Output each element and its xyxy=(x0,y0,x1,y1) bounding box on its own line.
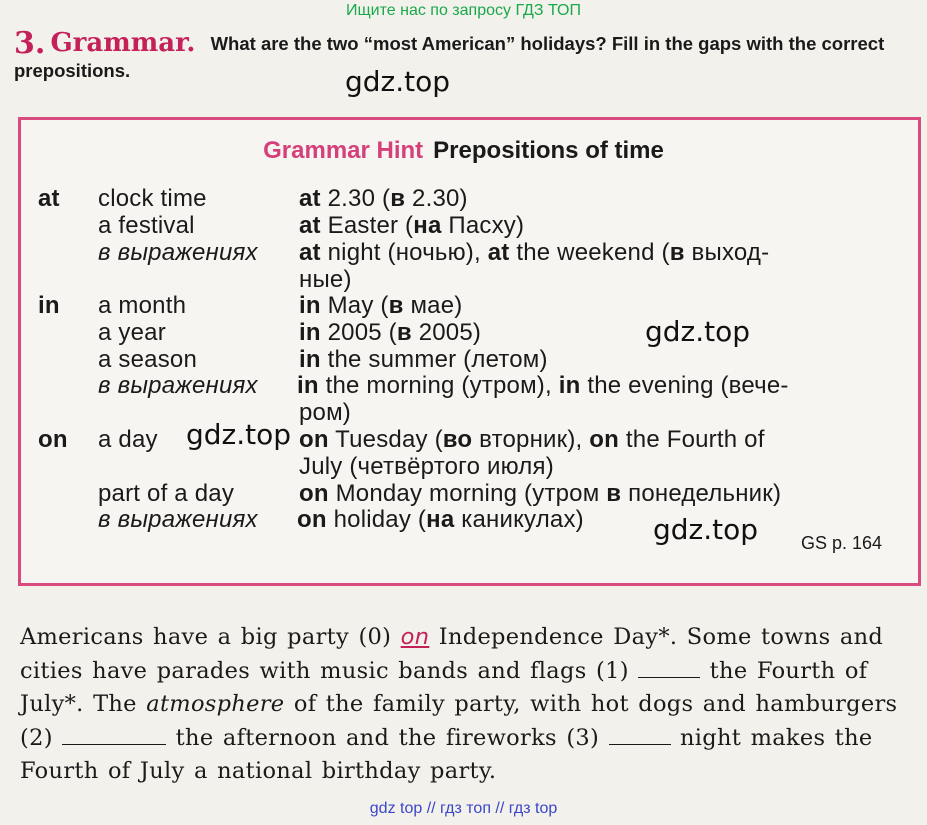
hint-key-in: in xyxy=(38,292,60,319)
task-title: Grammar. xyxy=(50,28,196,58)
watermark: gdz.top xyxy=(653,513,759,546)
watermark: gdz.top xyxy=(645,315,751,348)
hint-use: a day xyxy=(98,426,158,453)
hint-key-at: at xyxy=(38,185,60,212)
gap-2-blank[interactable] xyxy=(62,726,166,745)
hint-use: a season xyxy=(98,346,198,373)
hint-example: at Easter (на Пасху) xyxy=(299,212,525,239)
footer-watermark: gdz top // гдз топ // гдз top xyxy=(369,800,558,817)
hint-example: in 2005 (в 2005) xyxy=(299,319,482,346)
hint-example: in the morning (утром), in the evening (вече- xyxy=(297,372,789,399)
hint-example: in May (в мае) xyxy=(299,292,463,319)
hint-use: clock time xyxy=(98,185,207,212)
hint-example: in the summer (летом) xyxy=(299,346,548,373)
hint-title xyxy=(0,137,927,165)
hint-use: a year xyxy=(98,319,166,346)
hint-heading: Prepositions of time xyxy=(433,137,664,164)
hint-example: on Tuesday (во вторник), on the Fourth of xyxy=(299,426,765,453)
hint-example: on holiday (на каникулах) xyxy=(297,506,584,533)
hint-example-cont: July (четвёртого июля) xyxy=(299,453,554,480)
hint-key-on: on xyxy=(38,426,68,453)
task-number: 3. xyxy=(14,26,46,61)
hint-use: в выражениях xyxy=(98,372,258,399)
hint-use: в выражениях xyxy=(98,239,258,266)
watermark: gdz.top xyxy=(345,65,451,98)
task-header xyxy=(14,26,919,84)
answer-0: on xyxy=(400,624,430,650)
hint-label: Grammar Hint xyxy=(263,137,424,164)
hint-example-cont: ные) xyxy=(299,266,352,293)
exercise-text: Americans have a big party (0) on Independence Day*. Some towns and cities have parades with music bands and flags (1) the Fourth of July*. The atmosphere of the family party, with hot dogs and hamburgers (2) the afternoon and the fireworks (3) night makes the Fourth of July a national birthday party. xyxy=(20,624,898,784)
hint-example: at night (ночью), at the weekend (в выход- xyxy=(299,239,770,266)
hint-use: a month xyxy=(98,292,187,319)
watermark: gdz.top xyxy=(186,418,292,451)
gap-1-blank[interactable] xyxy=(638,659,700,678)
hint-use: в выражениях xyxy=(98,506,258,533)
grammar-reference: GS p. 164 xyxy=(801,533,883,553)
hint-example: on Monday morning (утром в понедельник) xyxy=(299,480,782,507)
gap-3-blank[interactable] xyxy=(609,726,671,745)
hint-use: a festival xyxy=(98,212,195,239)
hint-example-cont: ром) xyxy=(299,399,351,426)
task-question: What are the two “most American” holidays? Fill in the gaps with the correct prepositions. xyxy=(14,33,885,81)
hint-use: part of a day xyxy=(98,480,235,507)
hint-example: at 2.30 (в 2.30) xyxy=(299,185,468,212)
top-banner: Ищите нас по запросу ГДЗ ТОП xyxy=(346,2,581,19)
